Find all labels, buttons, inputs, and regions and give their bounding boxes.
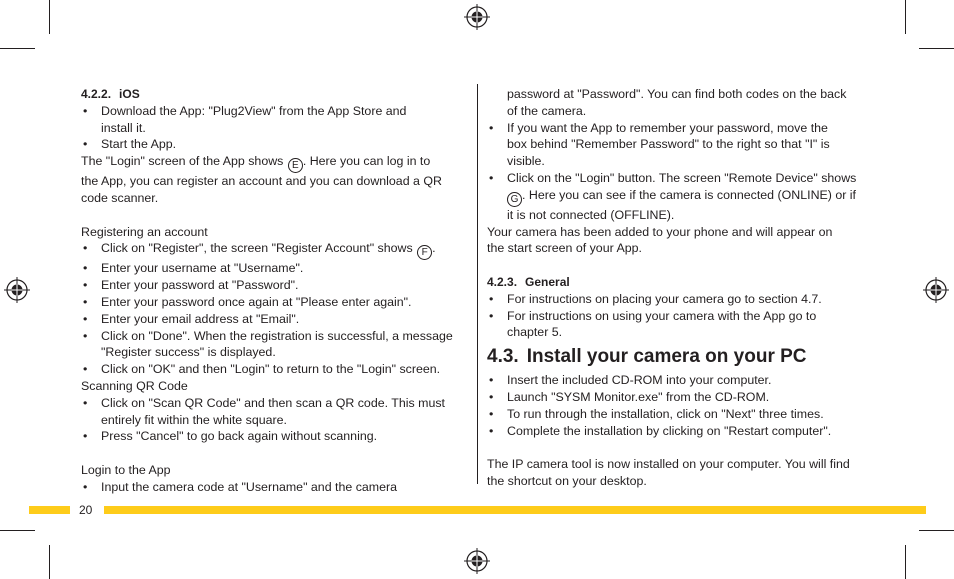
list-item-text: install it. xyxy=(101,120,146,135)
subheading: Login to the App xyxy=(81,462,171,477)
figure-ref-badge: F xyxy=(417,245,432,260)
list-item-text: Launch "SYSM Monitor.exe" from the CD-ROM. xyxy=(507,389,770,404)
list-item-text: Insert the included CD-ROM into your computer. xyxy=(507,373,772,388)
section-heading-4-3 xyxy=(487,346,877,368)
paragraph-line: The IP camera tool is now installed on your computer. You will find xyxy=(487,457,850,472)
section-number: 4.2.2. xyxy=(81,87,112,101)
left-column xyxy=(81,86,466,496)
registration-mark-icon xyxy=(464,548,490,574)
list-item xyxy=(487,291,877,308)
right-column xyxy=(487,86,877,490)
list-item-text: Click on "Register", the screen "Register Account" shows xyxy=(101,241,413,256)
list-item-text: Click on "Scan QR Code" and then scan a QR code. This must xyxy=(101,395,445,410)
spacer xyxy=(81,207,466,224)
list-item-text: For instructions on using your camera with the App go to xyxy=(507,308,817,323)
list-item xyxy=(487,372,877,389)
list-item-continuation xyxy=(81,120,466,137)
list-item xyxy=(81,361,466,378)
footer-accent-bar-right xyxy=(104,506,926,514)
list-item-continuation xyxy=(487,86,877,103)
section-title: Install your camera on your PC xyxy=(526,346,807,368)
list-item-text: Enter your password at "Password". xyxy=(101,278,299,293)
figure-ref-badge: E xyxy=(288,158,303,173)
list-item-text: Enter your password once again at "Please enter again". xyxy=(101,294,412,309)
registration-mark-icon xyxy=(464,4,490,30)
paragraph-line: the shortcut on your desktop. xyxy=(487,473,647,488)
list-item xyxy=(81,260,466,277)
list-item-continuation xyxy=(81,344,466,361)
list-item xyxy=(81,136,466,153)
list-item xyxy=(487,423,877,440)
list-item-text: Click on "Done". When the registration is successful, a message xyxy=(101,328,453,343)
list-item-text: box behind "Remember Password" to the right so that "I" is xyxy=(507,137,830,152)
list-item-text: Click on the "Login" button. The screen "Remote Device" shows xyxy=(507,170,857,185)
footer-accent-bar-left xyxy=(29,506,70,514)
paragraph-line xyxy=(81,153,466,173)
crop-mark xyxy=(0,530,35,531)
paragraph-text: . Here you can log in to xyxy=(302,154,431,169)
list-item-text: password at "Password". You can find both codes on the back xyxy=(507,87,847,101)
registration-mark-icon xyxy=(923,277,949,303)
crop-mark xyxy=(0,48,35,49)
paragraph-text: The "Login" screen of the App shows xyxy=(81,154,284,169)
crop-mark xyxy=(905,0,906,34)
list-item-text: To run through the installation, click on "Next" three times. xyxy=(507,406,824,421)
list-item xyxy=(81,294,466,311)
list-item xyxy=(81,311,466,328)
list-item xyxy=(487,170,877,187)
list-item-continuation xyxy=(487,207,877,224)
list-item-continuation xyxy=(487,136,877,153)
crop-mark xyxy=(919,530,954,531)
list-item-text: Input the camera code at "Username" and the camera xyxy=(101,479,398,494)
paragraph-line: Your camera has been added to your phone and will appear on xyxy=(487,224,833,239)
crop-mark xyxy=(49,0,50,34)
section-number: 4.3. xyxy=(487,346,519,368)
section-title: iOS xyxy=(119,87,140,101)
column-divider xyxy=(477,84,478,484)
list-item-continuation xyxy=(487,324,877,341)
list-item-continuation xyxy=(81,412,466,429)
list-item xyxy=(81,479,466,496)
list-item-continuation xyxy=(487,153,877,170)
list-item-text: Start the App. xyxy=(101,137,177,152)
registration-mark-icon xyxy=(4,277,30,303)
crop-mark xyxy=(49,545,50,579)
page-number: 20 xyxy=(79,503,93,517)
spacer xyxy=(487,439,877,456)
list-item-text: Enter your email address at "Email". xyxy=(101,311,300,326)
subheading: Registering an account xyxy=(81,224,208,239)
list-item xyxy=(487,389,877,406)
list-item-text: of the camera. xyxy=(507,103,587,118)
spacer xyxy=(487,257,877,274)
list-item-text: chapter 5. xyxy=(507,325,563,340)
paragraph-line: code scanner. xyxy=(81,190,159,205)
paragraph-line: the start screen of your App. xyxy=(487,241,642,256)
list-item xyxy=(81,395,466,412)
figure-ref-badge: G xyxy=(507,192,522,207)
section-heading-4-2-3 xyxy=(487,274,877,291)
section-title: General xyxy=(525,274,570,289)
list-item xyxy=(81,240,466,260)
list-item xyxy=(81,428,466,445)
list-item-text: Enter your username at "Username". xyxy=(101,261,304,276)
list-item-text: "Register success" is displayed. xyxy=(101,345,276,360)
list-item-text: . xyxy=(432,241,436,256)
section-heading-4-2-2 xyxy=(81,86,466,103)
list-item xyxy=(81,328,466,345)
list-item xyxy=(81,103,466,120)
list-item-text: Click on "OK" and then "Login" to return to the "Login" screen. xyxy=(101,362,441,377)
list-item-text: Press "Cancel" to go back again without scanning. xyxy=(101,429,378,444)
spacer xyxy=(81,445,466,462)
crop-mark xyxy=(905,545,906,579)
list-item-text: visible. xyxy=(507,154,545,169)
list-item-continuation xyxy=(487,187,877,207)
list-item-text: Download the App: "Plug2View" from the App Store and xyxy=(101,103,407,118)
list-item-text: . Here you can see if the camera is connected (ONLINE) or if xyxy=(522,187,857,202)
list-item-text: Complete the installation by clicking on "Restart computer". xyxy=(507,423,832,438)
list-item-text: If you want the App to remember your password, move the xyxy=(507,120,828,135)
list-item xyxy=(487,406,877,423)
list-item-text: entirely fit within the white square. xyxy=(101,412,287,427)
list-item xyxy=(487,308,877,325)
list-item-text: For instructions on placing your camera go to section 4.7. xyxy=(507,291,822,306)
subheading: Scanning QR Code xyxy=(81,378,188,393)
list-item-continuation xyxy=(487,103,877,120)
paragraph-line: the App, you can register an account and you can download a QR xyxy=(81,174,442,189)
list-item-text: it is not connected (OFFLINE). xyxy=(507,207,675,222)
list-item xyxy=(487,120,877,137)
section-number: 4.2.3. xyxy=(487,274,518,289)
crop-mark xyxy=(919,48,954,49)
list-item xyxy=(81,277,466,294)
